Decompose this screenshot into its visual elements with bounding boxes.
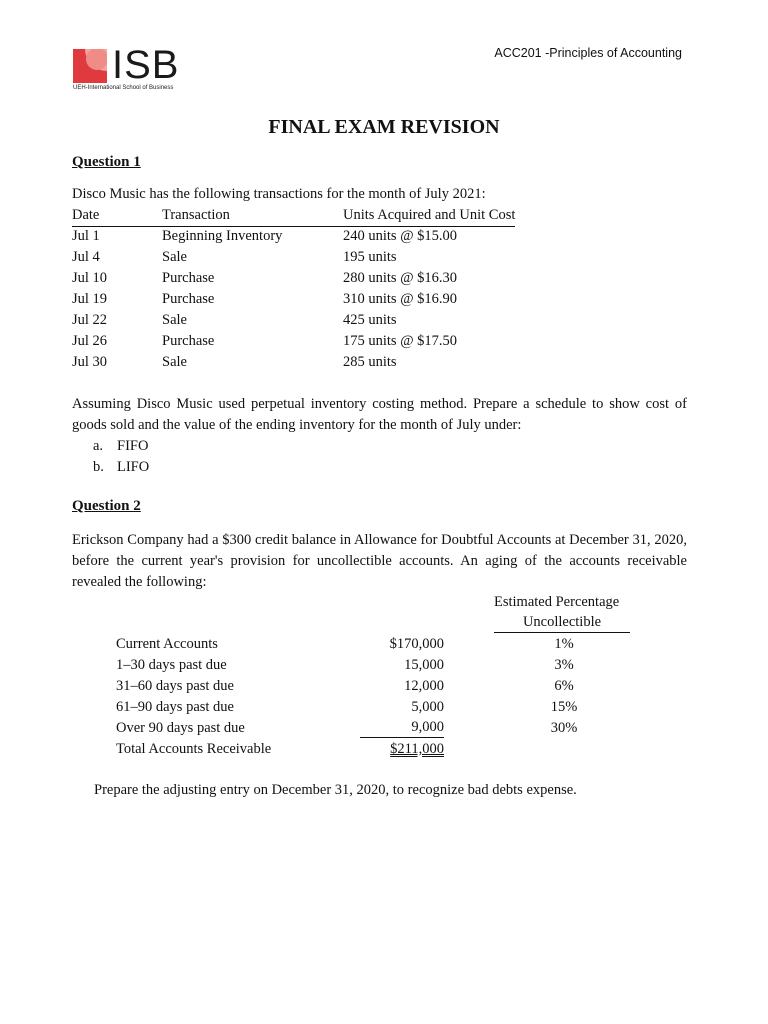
cell-date: Jul 26: [72, 333, 108, 349]
aging-label: Current Accounts: [116, 636, 218, 652]
question-2-heading: Question 2: [72, 498, 141, 514]
q1-col-units: Units Acquired and Unit Cost: [343, 205, 515, 227]
table-row: [72, 226, 542, 247]
aging-percent: 6%: [554, 678, 574, 694]
cell-transaction: Purchase: [162, 270, 215, 286]
isb-logo-mark-icon: [73, 49, 107, 83]
table-row: [72, 331, 542, 352]
aging-label: Over 90 days past due: [116, 720, 245, 736]
cell-units: 310 units @ $16.90: [343, 291, 458, 307]
cell-date: Jul 10: [72, 270, 108, 286]
table-row: [72, 289, 542, 310]
total-row: [0, 739, 768, 760]
cell-date: Jul 4: [72, 249, 100, 265]
total-label: Total Accounts Receivable: [116, 741, 272, 757]
pct-header-line2: Uncollectible: [494, 613, 630, 633]
cell-units: 285 units: [343, 354, 397, 370]
q1-table-header: [72, 205, 542, 226]
table-row: [0, 718, 768, 739]
aging-percent: 30%: [550, 720, 578, 736]
logo-subtitle: UEH-International School of Business: [73, 85, 174, 91]
q1-col-date: Date: [72, 205, 162, 227]
table-row: [72, 268, 542, 289]
q1-intro: Disco Music has the following transactions for the month of July 2021:: [72, 186, 486, 202]
table-row: [0, 697, 768, 718]
cell-date: Jul 30: [72, 354, 108, 370]
cell-transaction: Sale: [162, 354, 187, 370]
list-marker: a.: [93, 438, 104, 454]
list-item: [93, 436, 149, 457]
table-row: [0, 634, 768, 655]
aging-percent: 3%: [554, 657, 574, 673]
list-item: [93, 457, 149, 478]
cell-units: 425 units: [343, 312, 397, 328]
table-row: [72, 352, 542, 373]
aging-percent: 1%: [554, 636, 574, 652]
cell-date: Jul 19: [72, 291, 108, 307]
cell-transaction: Sale: [162, 312, 187, 328]
aging-amount: $170,000: [389, 636, 444, 652]
cell-transaction: Beginning Inventory: [162, 228, 283, 244]
table-row: [72, 310, 542, 331]
cell-transaction: Purchase: [162, 333, 215, 349]
list-marker: b.: [93, 459, 104, 475]
pct-header-line1: Estimated Percentage: [494, 594, 620, 610]
cell-transaction: Purchase: [162, 291, 215, 307]
aging-label: 31–60 days past due: [116, 678, 234, 694]
option-text: LIFO: [117, 459, 150, 475]
course-title: ACC201 -Principles of Accounting: [494, 46, 682, 60]
cell-units: 280 units @ $16.30: [343, 270, 458, 286]
isb-logo: [73, 43, 193, 97]
q2-instruction: Prepare the adjusting entry on December 31, 2020, to recognize bad debts expense.: [94, 782, 577, 798]
cell-units: 240 units @ $15.00: [343, 228, 458, 244]
table-row: [72, 247, 542, 268]
aging-amount: 9,000: [360, 718, 444, 738]
cell-date: Jul 22: [72, 312, 108, 328]
cell-units: 175 units @ $17.50: [343, 333, 458, 349]
total-amount: [360, 739, 444, 760]
aging-label: 61–90 days past due: [116, 699, 234, 715]
table-row: [0, 676, 768, 697]
cell-transaction: Sale: [162, 249, 187, 265]
aging-percent: 15%: [550, 699, 578, 715]
total-amount-value: $211,000: [390, 741, 444, 757]
cell-date: Jul 1: [72, 228, 100, 244]
cell-units: 195 units: [343, 249, 397, 265]
option-text: FIFO: [117, 438, 149, 454]
logo-text: ISB: [112, 43, 180, 87]
aging-amount: 5,000: [411, 699, 444, 715]
table-row: [0, 655, 768, 676]
question-1-heading: Question 1: [72, 154, 141, 170]
q1-options: [93, 436, 149, 478]
aging-amount: 12,000: [404, 678, 444, 694]
q1-col-transaction: Transaction: [162, 205, 343, 227]
aging-amount: 15,000: [404, 657, 444, 673]
q1-instruction: Assuming Disco Music used perpetual inventory costing method. Prepare a schedule to show cost of goods sold and the value of the ending inventory for the month of July under:: [72, 396, 687, 433]
page-title: FINAL EXAM REVISION: [268, 116, 500, 138]
q2-intro: Erickson Company had a $300 credit balance in Allowance for Doubtful Accounts at December 31, 2020, before the current year's provision for uncollectible accounts. An aging of the accounts receivable revealed the following:: [72, 532, 687, 590]
aging-label: 1–30 days past due: [116, 657, 227, 673]
